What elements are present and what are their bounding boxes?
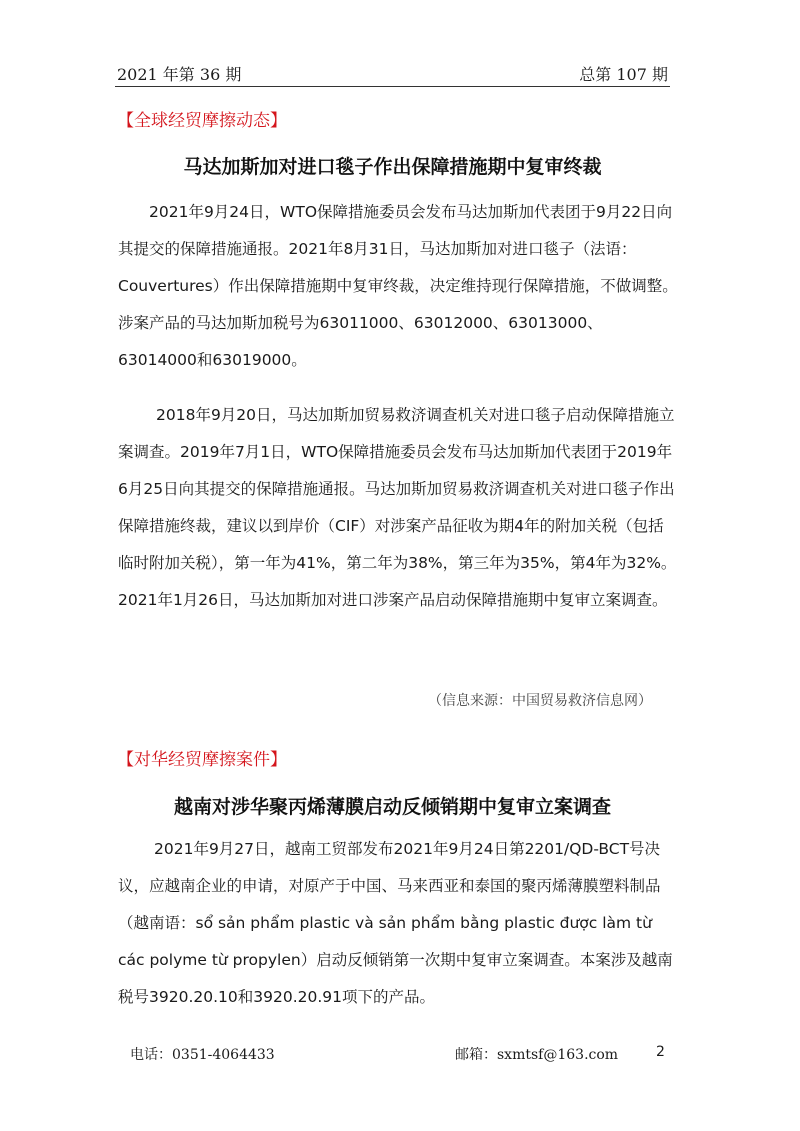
- info-source: （信息来源：中国贸易救济信息网）: [428, 693, 652, 709]
- article-title-madagascar: 马达加斯加对进口毯子作出保障措施期中复审终裁: [183, 156, 602, 178]
- page-header: [115, 60, 670, 87]
- section-tag-global: 【全球经贸摩擦动态】: [117, 111, 287, 131]
- article-title-vietnam: 越南对涉华聚丙烯薄膜启动反倾销期中复审立案调查: [173, 796, 611, 818]
- footer-email: 邮箱：sxmtsf@163.com: [455, 1047, 619, 1063]
- page-number: 2: [656, 1044, 665, 1060]
- total-issue-number: 总第 107 期: [579, 65, 668, 84]
- article-paragraph: 2021年9月24日，WTO保障措施委员会发布马达加斯加代表团于9月22日向其提交的保障措施通报。2021年8月31日，马达加斯加对进口毯子（法语：Couvertures）作出保障措施期中复审终裁，决定维持现行保障措施，不做调整。涉案产品的马达加斯加税号为63011000、63012000、63013000、63014000和63019000。: [118, 203, 678, 369]
- article-paragraph: 2018年9月20日，马达加斯加贸易救济调查机关对进口毯子启动保障措施立案调查。2019年7月1日，WTO保障措施委员会发布马达加斯加代表团于2019年6月25日向其提交的保障措施通报。马达加斯加贸易救济调查机关对进口毯子作出保障措施终裁，建议以到岸价（CIF）对涉案产品征收为期4年的附加关税（包括临时附加关税），第一年为41%，第二年为38%，第三年为35%，第4年为32%。2021年1月26日，马达加斯加对进口涉案产品启动保障措施期中复审立案调查。: [118, 406, 677, 609]
- issue-number: 2021 年第 36 期: [117, 65, 242, 84]
- article-paragraph: 2021年9月27日，越南工贸部发布2021年9月24日第2201/QD-BCT号决议，应越南企业的申请，对原产于中国、马来西亚和泰国的聚丙烯薄膜塑料制品（越南语：sổ sản phẩm plastic và sản phẩm bằng plastic được làm từ các polyme từ propylen）启动反倾销第一次期中复审立案调查。本案涉及越南税号3920.20.10和3920.20.91项下的产品。: [118, 840, 673, 1006]
- footer-phone: 电话：0351-4064433: [130, 1047, 275, 1063]
- section-tag-china: 【对华经贸摩擦案件】: [117, 750, 287, 770]
